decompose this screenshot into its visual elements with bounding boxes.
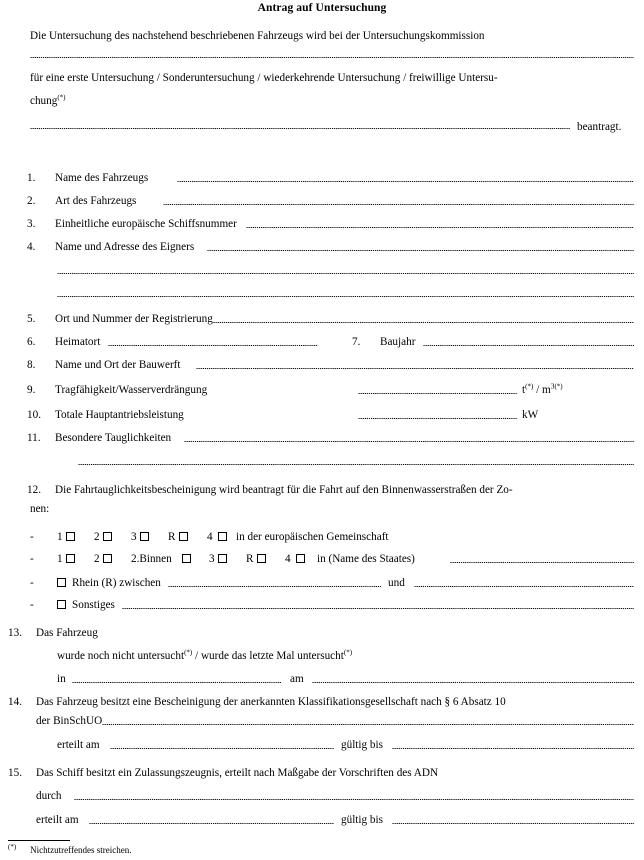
item-10-unit: kW — [522, 409, 539, 421]
item-9-units — [522, 381, 563, 396]
item-14-number: 14. — [8, 696, 22, 708]
item-11-label: Besondere Tauglichkeiten — [55, 432, 172, 444]
item-6-number: 6. — [27, 336, 36, 348]
item-13-place-field[interactable] — [72, 682, 281, 683]
zone-row-1-box-5-label: 4 — [207, 531, 213, 543]
item-12-number: 12. — [27, 484, 41, 496]
item-14-line-1: Das Fahrzeug besitzt eine Bescheinigung der anerkannten Klassifikationsgesellschaft nach § 6 Absatz 10 — [36, 696, 506, 708]
item-13-footnote-1: (*) — [184, 648, 193, 657]
item-14-line-2: der BinSchUO — [36, 715, 103, 727]
zone-row-3-to-field[interactable] — [414, 586, 634, 587]
zone-row-3-mid: und — [388, 577, 405, 589]
item-13-option-a: wurde noch nicht untersucht — [57, 650, 185, 662]
zone-row-2-bullet: - — [30, 553, 34, 565]
intro-blank-line-1[interactable] — [30, 57, 634, 58]
zone-row-1-bullet: - — [30, 531, 34, 543]
intro-line-2: für eine erste Untersuchung / Sonderuntersuchung / wiederkehrende Untersuchung / freiwillige Untersu- — [30, 72, 498, 84]
zone-row-2-box-4-label: 3 — [209, 553, 215, 565]
item-15-issued-field[interactable] — [89, 823, 334, 824]
item-14-issued-label: erteilt am — [57, 739, 100, 751]
item-2-number: 2. — [27, 195, 36, 207]
footnote-marker: (*) — [57, 93, 66, 102]
zone-row-4-checkbox[interactable] — [57, 600, 66, 609]
item-13-am-label: am — [290, 673, 304, 685]
zone-row-2-checkbox-1[interactable] — [66, 554, 75, 563]
item-4-number: 4. — [27, 241, 36, 253]
item-4-field-line-2[interactable] — [57, 273, 634, 274]
item-10-label: Totale Hauptantriebsleistung — [55, 409, 184, 421]
intro-line-1: Die Untersuchung des nachstehend beschriebenen Fahrzeugs wird bei der Untersuchungskommission — [30, 30, 485, 42]
unit-tonnes-footnote: (*) — [525, 382, 534, 391]
item-14-issued-field[interactable] — [110, 748, 334, 749]
item-10-number: 10. — [27, 409, 41, 421]
item-8-field[interactable] — [196, 368, 634, 369]
item-1-field[interactable] — [177, 181, 634, 182]
item-12-line-1: Die Fahrtauglichkeitsbescheinigung wird beantragt für die Fahrt auf den Binnenwasserstraßen der Zo- — [55, 484, 513, 496]
zone-row-3-bullet: - — [30, 577, 34, 589]
zone-row-4-label: Sonstiges — [72, 599, 115, 611]
item-13-number: 13. — [8, 627, 22, 639]
item-2-field[interactable] — [163, 204, 634, 205]
zone-row-4-bullet: - — [30, 599, 34, 611]
item-7-field[interactable] — [423, 345, 634, 346]
zone-row-2-box-6-label: 4 — [285, 553, 291, 565]
item-15-line-1: Das Schiff besitzt ein Zulassungszeugnis, erteilt nach Maßgabe der Vorschriften des ADN — [36, 767, 439, 779]
item-8-number: 8. — [27, 359, 36, 371]
zone-row-2-box-3-label: 2.Binnen — [131, 553, 172, 565]
item-13-in-label: in — [57, 673, 66, 685]
zone-row-2-state-field[interactable] — [450, 562, 634, 563]
footnote-mark: (*) — [8, 843, 17, 851]
item-3-label: Einheitliche europäische Schiffsnummer — [55, 218, 237, 230]
item-9-label: Tragfähigkeit/Wasserverdrängung — [55, 384, 208, 396]
zone-row-1-box-2-label: 2 — [94, 531, 100, 543]
item-12-line-2: nen: — [30, 503, 50, 515]
item-6-field[interactable] — [108, 345, 318, 346]
footnote — [8, 845, 131, 855]
item-9-number: 9. — [27, 384, 36, 396]
item-14-certificate-field[interactable] — [102, 724, 634, 725]
unit-separator: / — [533, 384, 542, 396]
zone-row-4-field[interactable] — [122, 608, 634, 609]
zone-row-1-box-3-label: 3 — [131, 531, 137, 543]
zone-row-1-trailing: in der europäischen Gemeinschaft — [236, 531, 389, 543]
footnote-separator — [8, 840, 70, 841]
zone-row-1-checkbox-1[interactable] — [66, 532, 75, 541]
item-13-footnote-2: (*) — [343, 648, 353, 657]
intro-line-3 — [30, 95, 66, 108]
item-11-number: 11. — [27, 432, 41, 444]
zone-row-2-checkbox-4[interactable] — [218, 554, 227, 563]
zone-row-2-box-1-label: 1 — [57, 553, 63, 565]
item-11-field[interactable] — [184, 441, 634, 442]
item-4-label: Name und Adresse des Eigners — [55, 241, 195, 253]
item-14-valid-field[interactable] — [392, 748, 634, 749]
zone-row-2-trailing: in (Name des Staates) — [317, 553, 415, 565]
item-4-field-line-3[interactable] — [57, 296, 634, 297]
item-11-field-line-2[interactable] — [78, 464, 634, 465]
zone-row-1-checkbox-2[interactable] — [103, 532, 112, 541]
item-1-number: 1. — [27, 172, 36, 184]
zone-row-3-checkbox[interactable] — [57, 578, 66, 587]
zone-row-2-checkbox-5[interactable] — [257, 554, 266, 563]
item-3-field[interactable] — [246, 227, 634, 228]
item-13-line-1: Das Fahrzeug — [36, 627, 98, 639]
item-10-field[interactable] — [358, 418, 517, 419]
item-8-label: Name und Ort der Bauwerft — [55, 359, 181, 371]
intro-blank-line-2[interactable] — [30, 128, 570, 129]
item-15-durch-label: durch — [36, 790, 62, 802]
zone-row-1-checkbox-4[interactable] — [179, 532, 188, 541]
item-15-valid-field[interactable] — [392, 823, 634, 824]
page-title: Antrag auf Untersuchung — [257, 2, 387, 14]
item-2-label: Art des Fahrzeugs — [55, 195, 137, 207]
zone-row-2-checkbox-3[interactable] — [182, 554, 191, 563]
unit-cubic-footnote: (*) — [554, 382, 563, 391]
zone-row-3-label: Rhein (R) zwischen — [72, 577, 161, 589]
item-5-field[interactable] — [213, 322, 634, 323]
item-5-number: 5. — [27, 313, 36, 325]
unit-cubic-exponent: 3 — [550, 381, 555, 391]
item-7-number: 7. — [352, 336, 361, 348]
item-6-label: Heimatort — [55, 336, 101, 348]
zone-row-1-box-4-label: R — [168, 531, 176, 543]
zone-row-3-from-field[interactable] — [168, 586, 381, 587]
item-7-label: Baujahr — [380, 336, 416, 348]
item-14-valid-label: gültig bis — [341, 739, 383, 751]
zone-row-2-box-2-label: 2 — [94, 553, 100, 565]
item-9-field[interactable] — [358, 393, 517, 394]
item-4-field[interactable] — [207, 250, 634, 251]
item-15-issued-label: erteilt am — [36, 814, 79, 826]
item-3-number: 3. — [27, 218, 36, 230]
intro-beantragt: beantragt. — [577, 121, 622, 133]
item-13-date-field[interactable] — [312, 682, 634, 683]
footnote-text: Nichtzutreffendes streichen. — [30, 845, 132, 855]
unit-cubic-metres: m — [541, 384, 551, 396]
item-5-label: Ort und Nummer der Registrierung — [55, 313, 213, 325]
item-13-option-b: / wurde das letzte Mal untersucht — [192, 650, 344, 662]
unit-tonnes: t — [522, 384, 526, 396]
item-15-valid-label: gültig bis — [341, 814, 383, 826]
zone-row-2-checkbox-2[interactable] — [103, 554, 112, 563]
item-13-line-2 — [57, 650, 352, 662]
item-1-label: Name des Fahrzeugs — [55, 172, 149, 184]
zone-row-1-checkbox-5[interactable] — [218, 532, 227, 541]
zone-row-1-checkbox-3[interactable] — [140, 532, 149, 541]
zone-row-2-box-5-label: R — [246, 553, 254, 565]
zone-row-1-box-1-label: 1 — [57, 531, 63, 543]
item-15-number: 15. — [8, 767, 22, 779]
zone-row-2-checkbox-6[interactable] — [296, 554, 305, 563]
intro-line-3-text: chung — [30, 95, 58, 107]
item-15-durch-field[interactable] — [74, 799, 634, 800]
